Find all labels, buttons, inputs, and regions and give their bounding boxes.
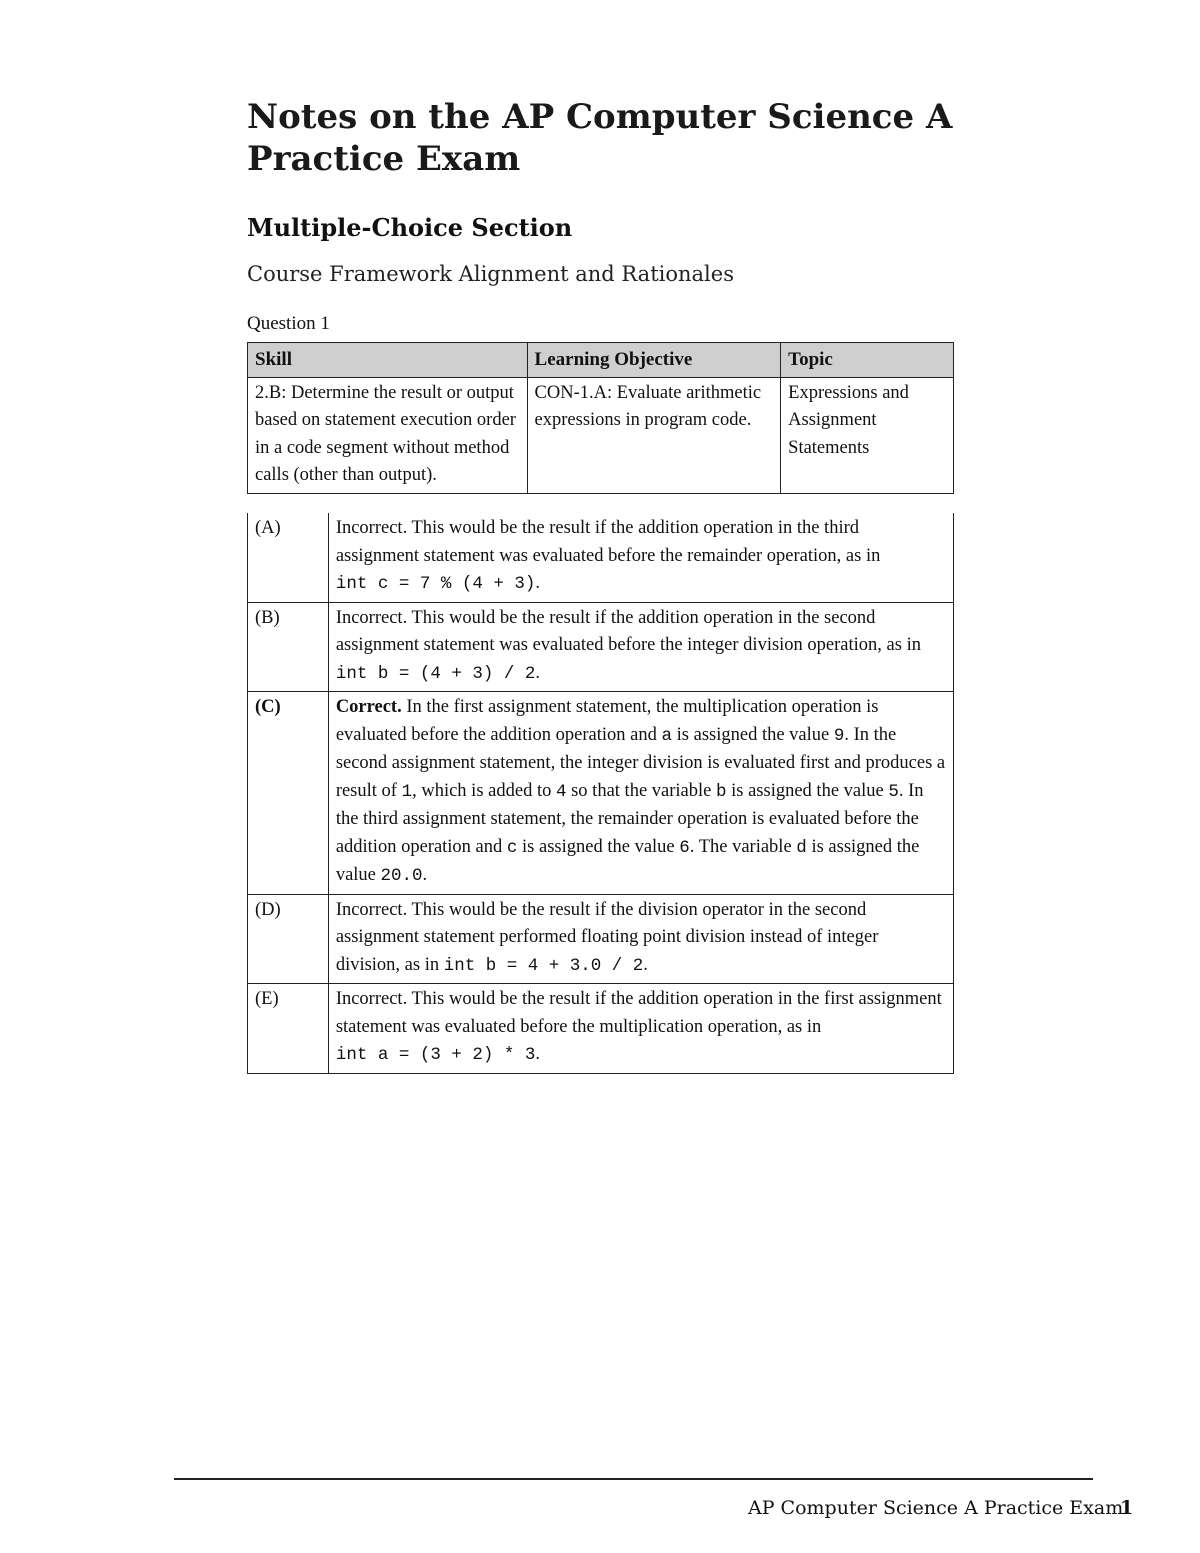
option-letter: (A): [248, 513, 329, 602]
option-verdict: Correct.: [335, 697, 402, 717]
alignment-header-row: [248, 343, 954, 378]
option-row-e: [248, 984, 954, 1074]
option-row-c: [248, 692, 954, 895]
learning-objective-header: Learning Objective: [527, 343, 781, 378]
rationale-text: This would be the result if the division operator in the second assignment statement performed floating point division instead of integer division, as in: [335, 899, 879, 975]
footer-rule: [174, 1478, 1093, 1480]
footer-title: AP Computer Science A Practice Exam: [748, 1497, 1124, 1519]
code-snippet: 1: [401, 781, 413, 802]
code-snippet: 5: [888, 781, 899, 802]
rationale-text: . In the third assignment statement, the remainder operation is evaluated before the addition operation and: [335, 780, 924, 857]
option-rationale: [328, 513, 953, 602]
rationale-text: This would be the result if the addition operation in the first assignment statement was evaluated before the multiplication operation, as in: [335, 989, 942, 1037]
page-title: Notes on the AP Computer Science A Practice Exam: [247, 97, 953, 179]
code-snippet: 9: [833, 725, 845, 746]
rationale-text: In the first assignment statement, the multiplication operation is evaluated before the addition operation and: [335, 697, 879, 745]
skill-header: Skill: [248, 343, 528, 378]
option-letter: (D): [248, 894, 329, 984]
rationale-text: is assigned the value: [517, 836, 680, 857]
option-verdict: Incorrect.: [335, 989, 408, 1009]
option-letter: (B): [248, 602, 329, 692]
code-snippet: b: [715, 781, 727, 802]
option-letter: (E): [248, 984, 329, 1074]
topic-header: Topic: [781, 343, 954, 378]
code-snippet: c: [506, 837, 518, 858]
option-rationale: [328, 894, 953, 984]
rationale-text: This would be the result if the addition operation in the second assignment statement was evaluated before the integer division operation, as in: [335, 607, 921, 655]
section-heading: Multiple-Choice Section: [247, 213, 573, 242]
rationale-text: is assigned the value: [726, 780, 889, 801]
rationale-text: so that the variable: [566, 780, 716, 801]
option-verdict: Incorrect.: [335, 899, 408, 920]
option-verdict: Incorrect.: [335, 518, 408, 538]
alignment-row: [248, 377, 954, 493]
option-rationale: [328, 692, 953, 895]
skill-cell: 2.B: Determine the result or output based on statement execution order in a code segment without method calls (other than output).: [248, 377, 528, 493]
rationale-text: . In the second assignment statement, the integer division is evaluated first and produces a result of: [335, 724, 946, 801]
rationale-end: .: [643, 954, 648, 975]
option-verdict: Incorrect.: [335, 607, 408, 628]
alignment-table: [247, 342, 954, 494]
rationale-end: .: [422, 865, 428, 885]
rationale-text: , which is added to: [412, 780, 556, 801]
option-rationale: [328, 984, 953, 1074]
rationale-text: . The variable: [689, 836, 797, 857]
code-snippet: int b = 4 + 3.0 / 2: [443, 955, 644, 976]
option-letter: (C): [248, 692, 329, 895]
code-snippet: int c = 7 % (4 + 3): [335, 574, 536, 594]
rationale-end: .: [535, 662, 540, 683]
option-row-d: [248, 894, 954, 984]
topic-cell: Expressions and Assignment Statements: [781, 377, 954, 493]
code-snippet: d: [796, 837, 807, 858]
code-snippet: 6: [679, 837, 690, 858]
code-snippet: 4: [555, 781, 567, 802]
option-rationale: [328, 602, 953, 692]
option-row-a: [248, 513, 954, 602]
answer-rationales-table: [247, 513, 954, 1074]
rationale-text: This would be the result if the addition operation in the third assignment statement was evaluated before the remainder operation, as in: [335, 518, 881, 566]
rationale-text: is assigned the value: [335, 836, 920, 885]
rationale-end: .: [535, 1044, 540, 1064]
code-snippet: 20.0: [380, 866, 423, 886]
code-snippet: int a = (3 + 2) * 3: [335, 1045, 536, 1065]
option-row-b: [248, 602, 954, 692]
learning-objective-cell: CON-1.A: Evaluate arithmetic expressions in program code.: [527, 377, 781, 493]
code-snippet: int b = (4 + 3) / 2: [335, 663, 536, 684]
code-snippet: a: [661, 725, 673, 746]
subheading: Course Framework Alignment and Rationales: [247, 262, 734, 286]
question-label: Question 1: [247, 313, 330, 334]
rationale-end: .: [535, 573, 540, 593]
rationale-text: is assigned the value: [672, 724, 834, 745]
page-number: 1: [1120, 1497, 1134, 1519]
